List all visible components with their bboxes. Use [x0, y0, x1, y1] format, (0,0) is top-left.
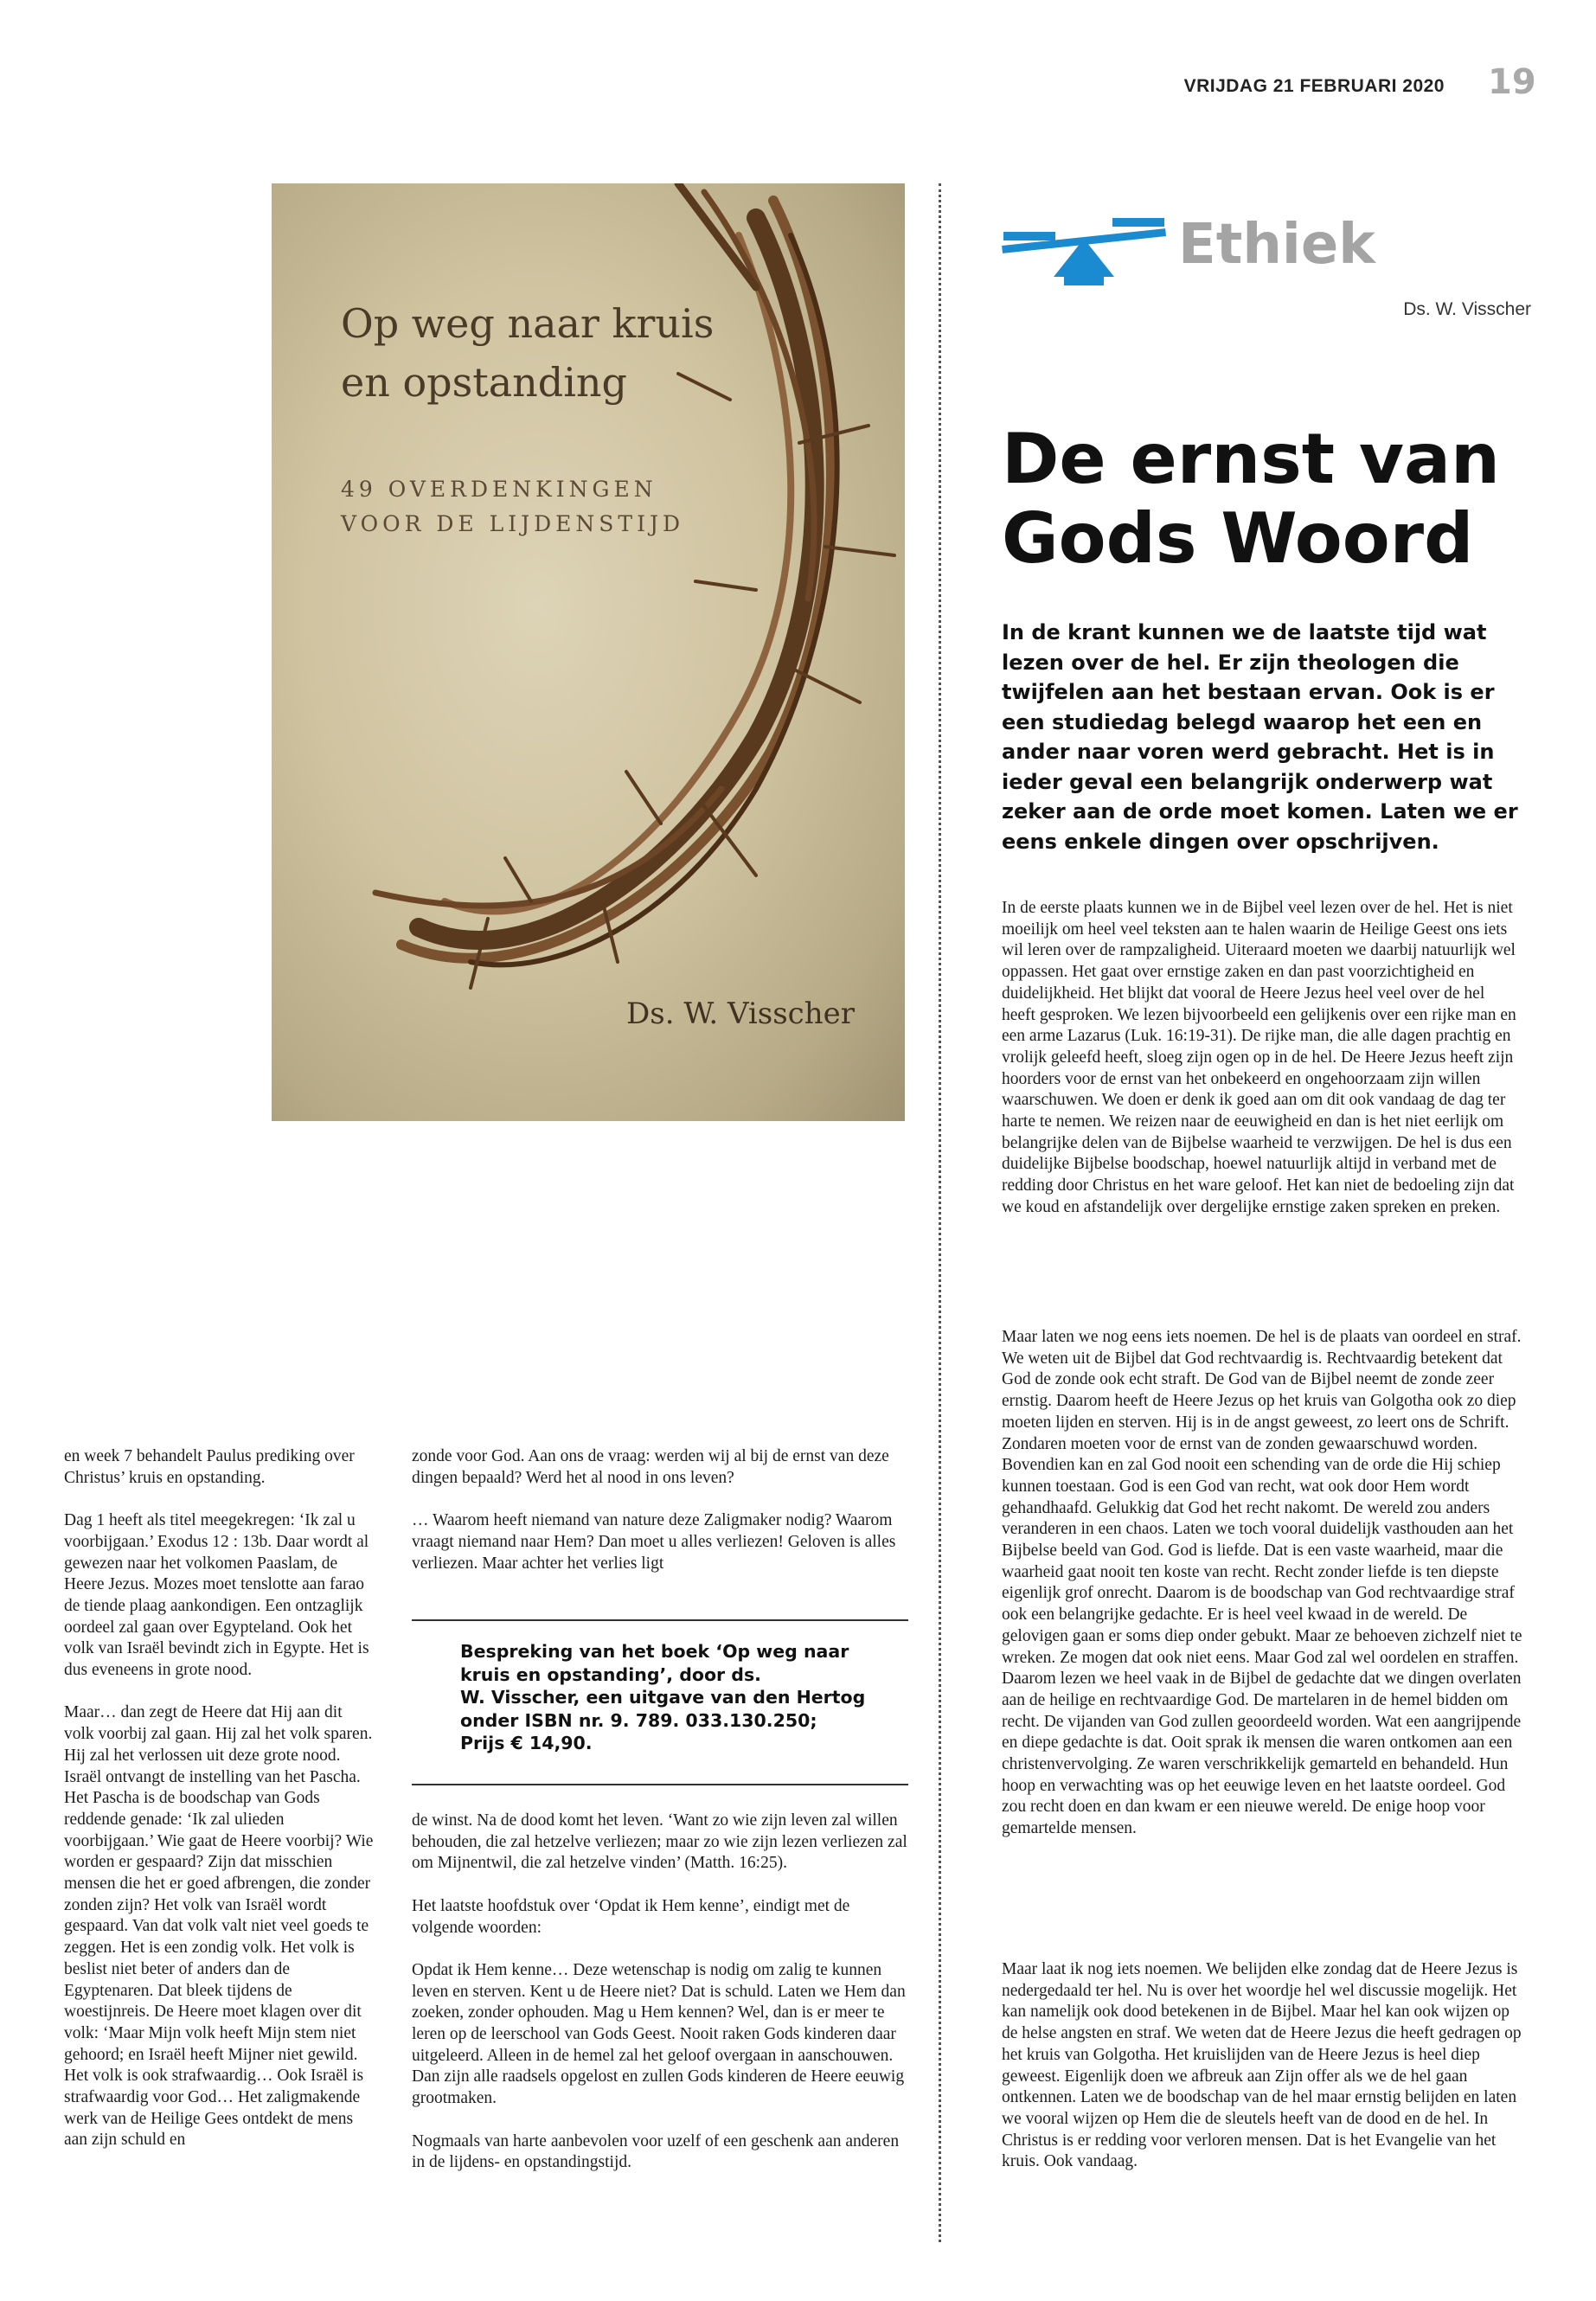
column-divider — [939, 183, 941, 2242]
article-intro: In de krant kunnen we de laatste tijd wat lezen over de hel. Er zijn theologen die twijfelen aan het bestaan ervan. Ook is er een studiedag belegd waarop het een en ander naar voren werd gebracht. Het is in ieder geval een belangrijk onderwerp wat zeker aan de orde moet komen. Laten we er eens enkele dingen over opschrijven. — [1002, 620, 1518, 854]
article-headline — [1002, 420, 1555, 579]
review-middle-column-top — [412, 1446, 908, 1574]
review-left-column — [64, 1446, 375, 2151]
review-info-line: onder ISBN nr. 9. 789. 033.130.250; — [460, 1709, 817, 1731]
review-info-line: W. Visscher, een uitgave van den Hertog — [460, 1687, 866, 1708]
page-number: 19 — [1488, 62, 1536, 102]
review-paragraph: en week 7 behandelt Paulus prediking over Christus’ kruis en opstanding. — [64, 1447, 355, 1487]
book-cover-subtitle-line: VOOR DE LIJDENSTIJD — [341, 511, 685, 536]
book-cover-title-line: en opstanding — [341, 359, 627, 406]
article-paragraph: Maar laat ik nog iets noemen. We belijden elke zondag dat de Heere Jezus is nedergedaald ter hel. Nu is over het woordje hel wel discussie mogelijk. Het kan namelijk ook dood betekenen in de Bijbel. Maar hel kan ook wijzen op de helse angsten en straf. We weten dat de Heere Jezus die heeft gedragen op het kruis van Golgotha. Het kruislijden van de Heere Jezus is heel diep geweest. Eigenlijk doen we afbreuk aan Zijn offer als we de hel gaan ontkennen. Laten we de boodschap van de hel maar ernstig belijden en laten we vooral wijzen op Hem die de sleutels heeft van de dood en de hel. In Christus is er redding voor verloren mensen. Dat is het Evangelie van het kruis. Ook vandaag. — [1002, 1960, 1522, 2171]
review-info-line: Bespreking van het boek ‘Op weg naar — [460, 1641, 849, 1662]
review-info-line: Prijs € 14,90. — [460, 1733, 593, 1753]
review-paragraph: … Waarom heeft niemand van nature deze Zaligmaker nodig? Waarom vraagt niemand naar Hem? Dan moet u alles verliezen! Geloven is alles verliezen. Maar achter het verlies ligt — [412, 1511, 896, 1573]
review-info-line: kruis en opstanding’, door ds. — [460, 1663, 761, 1685]
article-paragraph: In de eerste plaats kunnen we in de Bijbel veel lezen over de hel. Het is niet moeilijk om heel veel teksten aan te halen waarin de Heilige Geest ons iets wil leren over de rampzaligheid. Uiteraard moeten we daarbij natuurlijk wel oppassen. Het gaat over ernstige zaken en dan past voorzichtigheid en duidelijkheid. Het blijkt dat vooral de Heere Jezus heel veel over de hel heeft gesproken. We lezen bijvoorbeeld een gelijkenis over een rijke man en een arme Lazarus (Luk. 16:19-31). De rijke man, die alle dagen prachtig en vrolijk geleefd heeft, sloeg zijn ogen op in de hel. De Heere Jezus heeft zijn hoorders voor de ernst van het onbekeerd en ongehoorzaam zijn willen waarschuwen. We doen er denk ik goed aan om dit ook vandaag de dag ter harte te nemen. We reizen naar de eeuwigheid en dan is het niet eerlijk om belangrijke delen van de Bijbelse waarheid te verzwijgen. De hel is dus een duidelijke Bijbelse boodschap, hoewel natuurlijk altijd in verband met de redding door Christus en het ware geloof. Het kan niet de bedoeling zijn dat we koud en afstandelijk over dergelijke ernstige zaken spreken en preken. — [1002, 899, 1516, 1216]
review-middle-column-bottom — [412, 1811, 908, 2174]
page-date: VRIJDAG 21 FEBRUARI 2020 — [1183, 76, 1445, 96]
review-paragraph: zonde voor God. Aan ons de vraag: werden wij al bij de ernst van deze dingen bepaald? Werd het al nood in ons leven? — [412, 1447, 889, 1487]
headline-line: De ernst van — [1002, 419, 1500, 499]
book-cover-title — [341, 294, 860, 412]
book-cover-title-line: Op weg naar kruis — [341, 300, 715, 347]
review-paragraph: Maar… dan zegt de Heere dat Hij aan dit volk voorbij zal gaan. Hij zal het volk sparen. Hij zal het verlossen uit deze grote nood. Israël ontvangt de instelling van het Pascha. Het Pascha is de boodschap van Gods reddende genade: ‘Ik zal ulieden voorbijgaan.’ Wie gaat de Heere voorbij? Wie worden er gespaard? Zijn dat misschien mensen die het er goed afbrengen, die zonder zonden zijn? Het volk van Israël wordt gespaard. Van dat volk valt niet veel goeds te zeggen. Het is een zondig volk. Het volk is beslist niet beter of anders dan de Egyptenaren. Dat bleek tijdens de woestijnreis. De Heere moet klagen over dit volk: ‘Maar Mijn volk heeft Mijn stem niet gehoord; en Israël heeft Mijner niet gewild. Het volk is ook strafwaardig… Ook Israël is strafwaardig voor God… Het zaligmakende werk van de Heilige Gees ontdekt de mens aan zijn schuld en — [64, 1703, 374, 2150]
article-paragraph: Maar laten we nog eens iets noemen. De hel is de plaats van oordeel en straf. We weten uit de Bijbel dat God rechtvaardig is. Rechtvaardig betekent dat God de zonde ook echt straft. De God van de Bijbel neemt de zonde zeer ernstig. Daarom heeft de Heere Jezus op het kruis van Golgotha ook zo diep moeten lijden en sterven. Hij is in de angst geweest, zo leert ons de Schrift. Zondaren moeten voor de ernst van de zonden gewaarschuwd worden. Bovendien kan en zal God nooit een schending van de orde die Hij schiep kunnen toestaan. God is een God van recht, wat ook door Hem wordt gehandhaafd. Gelukkig dat God het recht nakomt. De wereld zou anders veranderen in een chaos. Laten we toch vooral duidelijk vasthouden aan het Bijbelse beeld van God. God is liefde. Dat is een vaste waarheid, maar die waarheid gaat nooit ten koste van recht. Recht zonder liefde is ten diepste eigenlijk grof onrecht. Daarom is de boodschap van God rechtvaardige straf ook een belangrijke gedachte. Er is heel veel kwaad in de wereld. De gelovigen gaan er soms diep onder gebukt. Maar ze behoeven zichzelf niet te wreken. Ze mogen dat ook niet eens. Maar God zal wel oordelen en straffen. Daarom lezen we heel vaak in de Bijbel de gedachte dat we dingen overlaten aan de heilige en rechtvaardige God. De martelaren in de hemel bidden om recht. De vijanden van God zullen geoordeeld worden. Wat een aangrijpende en diepe gedachte is dat. Ooit sprak ik mensen die waren ontkomen aan een christenvervolging. Ze waren verschrikkelijk gemarteld en behandeld. Hun hoop en verwachting was op het eeuwige leven en het laatste oordeel. God zou recht doen en dan kwam er een nieuwe wereld. De enige hoop voor gemartelde mensen. — [1002, 1328, 1522, 1838]
scales-icon — [1002, 213, 1166, 295]
author-byline: Ds. W. Visscher — [1403, 299, 1531, 319]
review-paragraph: de winst. Na de dood komt het leven. ‘Want zo wie zijn leven zal willen behouden, die zal hetzelve verliezen; maar zo wie zijn lezen verliezen zal om Mijnentwil, die zal hetzelve vinden’ (Matth. 16:25). — [412, 1811, 907, 1873]
book-cover-subtitle — [341, 472, 860, 542]
review-paragraph: Nogmaals van harte aanbevolen voor uzelf of een geschenk aan anderen in de lijdens- en opstandingstijd. — [412, 2131, 900, 2172]
book-cover-subtitle-line: 49 OVERDENKINGEN — [341, 477, 657, 502]
section-label: Ethiek — [1178, 213, 1375, 277]
review-info-text — [460, 1640, 893, 1755]
review-paragraph: Opdat ik Hem kenne… Deze wetenschap is nodig om zalig te kunnen leven en sterven. Kent u de Heere niet? Dat is schuld. Laten we Hem dan zoeken, zonder ophouden. Mag u Hem kennen? Wel, dan is er meer te leren op de leerschool van Gods Geest. Nooit raken Gods kinderen daar uitgeleerd. Alleen in de hemel zal het geloof overgaan in aanschouwen. Dan zijn alle raadsels opgelost en zullen Gods kinderen de Heere eeuwig grootmaken. — [412, 1960, 906, 2108]
review-paragraph: Het laatste hoofdstuk over ‘Opdat ik Hem kenne’, eindigt met de volgende woorden: — [412, 1896, 850, 1937]
review-info-box — [412, 1619, 908, 1785]
headline-line: Gods Woord — [1002, 498, 1474, 579]
book-cover-image — [272, 183, 905, 1121]
review-paragraph: Dag 1 heeft als titel meegekregen: ‘Ik zal u voorbijgaan.’ Exodus 12 : 13b. Daar wordt al gewezen naar het volkomen Paaslam, de Heere Jezus. Mozes moet tenslotte aan farao de tiende plaag aankondigen. Een ontzaglijk oordeel zal gaan over Egypteland. Ook het volk van Israël bevindt zich in Egypte. Het is dus eveneens in grote nood. — [64, 1511, 369, 1680]
book-cover-author: Ds. W. Visscher — [626, 997, 855, 1031]
